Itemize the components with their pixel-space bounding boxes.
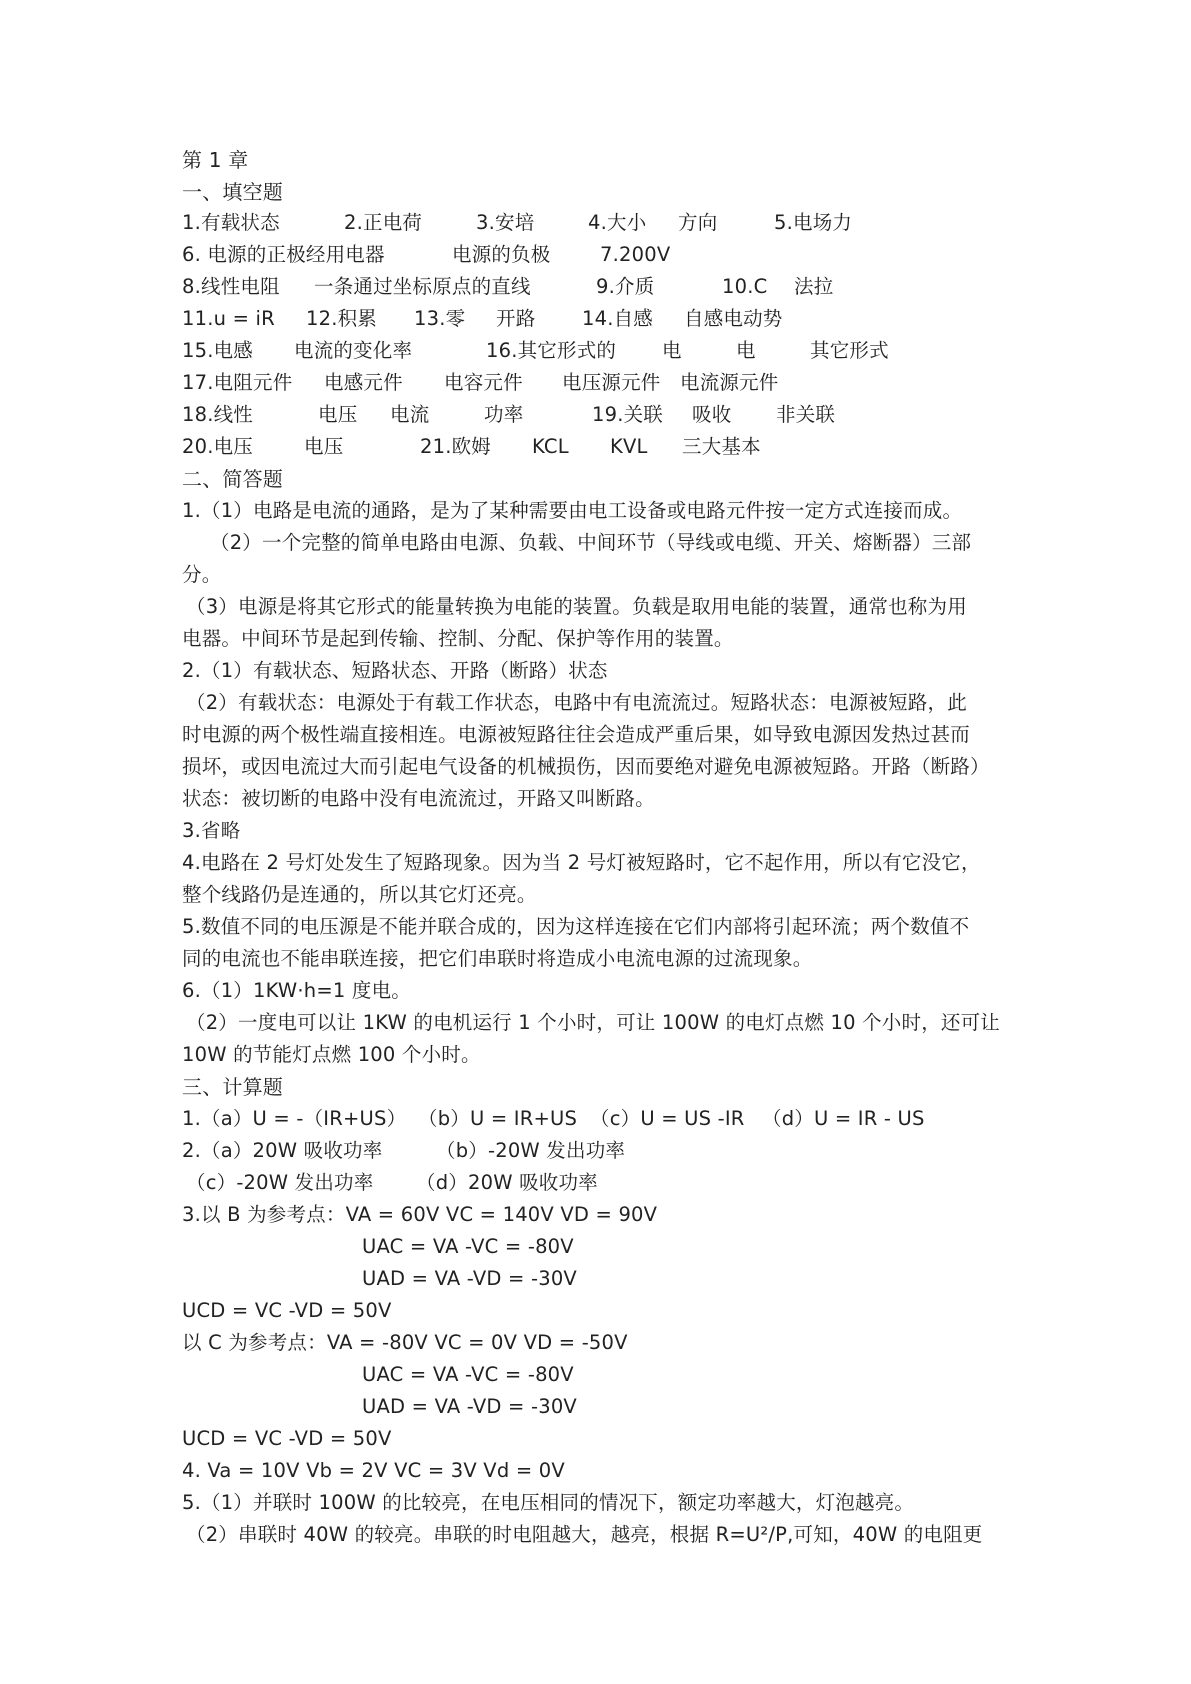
fill-answer: 9.介质 bbox=[596, 275, 655, 298]
fill-answer: 方向 bbox=[678, 211, 718, 234]
calc-line: UAD = VA -VD = -30V bbox=[362, 1267, 577, 1290]
fill-answer: KVL bbox=[610, 435, 648, 458]
section-heading-short: 二、简答题 bbox=[182, 467, 283, 491]
fill-answer: 电压 bbox=[318, 403, 358, 426]
fill-answer: 功率 bbox=[484, 403, 524, 426]
fill-answer: 3.安培 bbox=[476, 211, 535, 234]
fill-answer: 电 bbox=[736, 339, 756, 362]
calc-line: 以 C 为参考点：VA = -80V VC = 0V VD = -50V bbox=[182, 1331, 628, 1354]
fill-answer: 电 bbox=[662, 339, 682, 362]
fill-answer: 电流的变化率 bbox=[294, 339, 413, 362]
short-answer-line: 10W 的节能灯点燃 100 个小时。 bbox=[182, 1043, 481, 1066]
calc-line: 4. Va = 10V Vb = 2V VC = 3V Vd = 0V bbox=[182, 1459, 565, 1482]
short-answer-line: （2）有载状态：电源处于有载工作状态，电路中有电流流过。短路状态：电源被短路，此 bbox=[186, 691, 967, 714]
calc-line: UAC = VA -VC = -80V bbox=[362, 1235, 574, 1258]
short-answer-line: 电器。中间环节是起到传输、控制、分配、保护等作用的装置。 bbox=[182, 627, 734, 650]
short-answer-line: 损坏，或因电流过大而引起电气设备的机械损伤，因而要绝对避免电源被短路。开路（断路） bbox=[182, 755, 990, 778]
calc-part: 1.（a）U = -（IR+US） bbox=[182, 1107, 407, 1130]
short-answer-line: 状态：被切断的电路中没有电流流过，开路又叫断路。 bbox=[182, 787, 655, 810]
short-answer-line: 分。 bbox=[182, 563, 222, 586]
short-answer-line: （2）一度电可以让 1KW 的电机运行 1 个小时，可让 100W 的电灯点燃 10 个小时，还可让 bbox=[186, 1011, 1000, 1034]
calc-part: （c）-20W 发出功率 bbox=[186, 1171, 374, 1194]
calc-part: （b）U = IR+US bbox=[418, 1107, 578, 1130]
calc-line: （2）串联时 40W 的较亮。串联的时电阻越大，越亮，根据 R=U²/P,可知，40W 的电阻更 bbox=[186, 1523, 983, 1546]
section-heading-fill: 一、填空题 bbox=[182, 180, 283, 204]
calc-part: 2.（a）20W 吸收功率 bbox=[182, 1139, 383, 1162]
fill-answer: 1.有载状态 bbox=[182, 211, 280, 234]
fill-answer: 20.电压 bbox=[182, 435, 254, 458]
fill-answer: 6. 电源的正极经用电器 bbox=[182, 243, 385, 266]
short-answer-line: 4.电路在 2 号灯处发生了短路现象。因为当 2 号灯被短路时，它不起作用，所以有它没它， bbox=[182, 851, 981, 874]
fill-answer: 开路 bbox=[496, 307, 536, 330]
fill-answer: 10.C bbox=[722, 275, 768, 298]
fill-answer: 7.200V bbox=[600, 243, 671, 266]
fill-answer: 电流源元件 bbox=[680, 371, 779, 394]
calc-line: UAD = VA -VD = -30V bbox=[362, 1395, 577, 1418]
fill-answer: 电感元件 bbox=[324, 371, 403, 394]
fill-answer: 电压 bbox=[304, 435, 344, 458]
fill-answer: 17.电阻元件 bbox=[182, 371, 293, 394]
fill-answer: KCL bbox=[532, 435, 569, 458]
fill-answer: 2.正电荷 bbox=[344, 211, 423, 234]
fill-answer: 14.自感 bbox=[582, 307, 654, 330]
calc-part: （d）U = IR - US bbox=[762, 1107, 925, 1130]
fill-answer: 21.欧姆 bbox=[420, 435, 492, 458]
fill-answer: 其它形式 bbox=[810, 339, 889, 362]
fill-answer: 8.线性电阻 bbox=[182, 275, 280, 298]
short-answer-line: 6.（1）1KW·h=1 度电。 bbox=[182, 979, 411, 1002]
fill-answer: 电容元件 bbox=[444, 371, 523, 394]
fill-answer: 三大基本 bbox=[682, 435, 761, 458]
short-answer-line: 时电源的两个极性端直接相连。电源被短路往往会造成严重后果，如导致电源因发热过甚而 bbox=[182, 723, 971, 746]
fill-answer: 12.积累 bbox=[306, 307, 378, 330]
fill-answer: 16.其它形式的 bbox=[486, 339, 617, 362]
calc-line: UAC = VA -VC = -80V bbox=[362, 1363, 574, 1386]
calc-part: （d）20W 吸收功率 bbox=[416, 1171, 598, 1194]
short-answer-line: （2）一个完整的简单电路由电源、负载、中间环节（导线或电缆、开关、熔断器）三部 bbox=[210, 531, 972, 554]
short-answer-line: 整个线路仍是连通的，所以其它灯还亮。 bbox=[182, 883, 537, 906]
fill-answer: 19.关联 bbox=[592, 403, 664, 426]
fill-answer: 5.电场力 bbox=[774, 211, 853, 234]
fill-answer: 自感电动势 bbox=[684, 307, 783, 330]
fill-answer: 13.零 bbox=[414, 307, 466, 330]
short-answer-line: 2.（1）有载状态、短路状态、开路（断路）状态 bbox=[182, 659, 608, 682]
section-heading-calc: 三、计算题 bbox=[182, 1075, 283, 1099]
calc-line: 3.以 B 为参考点：VA = 60V VC = 140V VD = 90V bbox=[182, 1203, 658, 1226]
short-answer-line: 同的电流也不能串联连接，把它们串联时将造成小电流电源的过流现象。 bbox=[182, 947, 813, 970]
calc-line: 5.（1）并联时 100W 的比较亮，在电压相同的情况下，额定功率越大，灯泡越亮。 bbox=[182, 1491, 915, 1514]
fill-answer: 一条通过坐标原点的直线 bbox=[314, 275, 531, 298]
calc-part: （b）-20W 发出功率 bbox=[436, 1139, 626, 1162]
short-answer-line: 5.数值不同的电压源是不能并联合成的，因为这样连接在它们内部将引起环流；两个数值不 bbox=[182, 915, 970, 938]
fill-answer: 非关联 bbox=[776, 403, 836, 426]
fill-answer: 15.电感 bbox=[182, 339, 254, 362]
fill-answer: 电流 bbox=[390, 403, 430, 426]
short-answer-line: （3）电源是将其它形式的能量转换为电能的装置。负载是取用电能的装置，通常也称为用 bbox=[186, 595, 967, 618]
calc-line: UCD = VC -VD = 50V bbox=[182, 1299, 392, 1322]
calc-line: UCD = VC -VD = 50V bbox=[182, 1427, 392, 1450]
chapter-title: 第 1 章 bbox=[182, 148, 249, 172]
fill-answer: 电压源元件 bbox=[562, 371, 661, 394]
fill-answer: 11.u = iR bbox=[182, 307, 275, 330]
short-answer-line: 3.省略 bbox=[182, 819, 241, 842]
fill-answer: 吸收 bbox=[692, 403, 732, 426]
fill-answer: 法拉 bbox=[794, 275, 834, 298]
short-answer-line: 1.（1）电路是电流的通路，是为了某种需要由电工设备或电路元件按一定方式连接而成。 bbox=[182, 499, 963, 522]
fill-answer: 18.线性 bbox=[182, 403, 254, 426]
calc-part: （c）U = US -IR bbox=[590, 1107, 745, 1130]
fill-answer: 电源的负极 bbox=[452, 243, 551, 266]
fill-answer: 4.大小 bbox=[588, 211, 647, 234]
